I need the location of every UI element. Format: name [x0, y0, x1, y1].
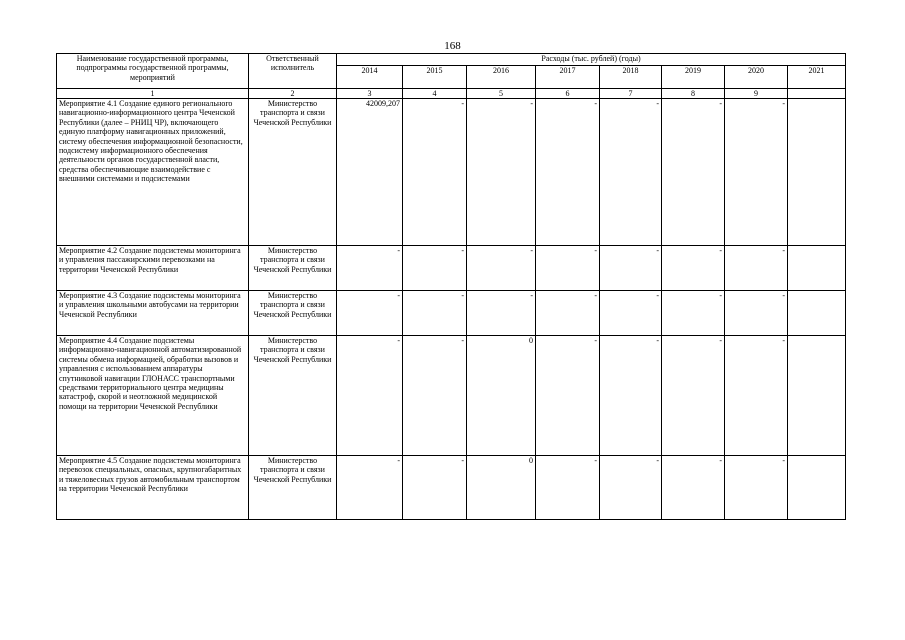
- expense-value: -: [600, 99, 662, 246]
- expense-value: -: [403, 99, 467, 246]
- expense-value: [788, 246, 846, 291]
- column-number: 8: [662, 89, 725, 99]
- expense-value: -: [600, 336, 662, 456]
- measure-name: Мероприятие 4.4 Создание подсистемы информационно-навигационной автоматизированной системы обмена информацией, обработки вызовов и управления с использованием аппаратуры спутниковой навигации ГЛОНАСС транспортными средствами территориального центра медицины катастроф, скорой и неотложной медицинской помощи на территории Чеченской Республики: [57, 336, 249, 456]
- expense-value: -: [403, 456, 467, 520]
- column-number: 7: [600, 89, 662, 99]
- expense-value: -: [662, 456, 725, 520]
- header-row-top: [57, 54, 846, 66]
- expense-value: [788, 456, 846, 520]
- column-number: [788, 89, 846, 99]
- measure-responsible: Министерство транспорта и связи Чеченской Республики: [249, 336, 337, 456]
- header-year: 2021: [788, 66, 846, 89]
- expense-value: [788, 336, 846, 456]
- expense-value: -: [403, 291, 467, 336]
- expense-value: -: [467, 291, 536, 336]
- expense-value: [788, 291, 846, 336]
- expense-value: -: [725, 336, 788, 456]
- expense-value: -: [600, 291, 662, 336]
- measure-responsible: Министерство транспорта и связи Чеченской Республики: [249, 456, 337, 520]
- column-number: 4: [403, 89, 467, 99]
- expense-value: 42009,207: [337, 99, 403, 246]
- column-number: 6: [536, 89, 600, 99]
- column-number: 2: [249, 89, 337, 99]
- expense-value: -: [536, 291, 600, 336]
- expense-value: -: [536, 456, 600, 520]
- expenses-table: [56, 53, 846, 520]
- measure-name: Мероприятие 4.1 Создание единого регионального навигационно-информационного центра Чеченской Республики (далее – РНИЦ ЧР), включающего единую платформу навигационных приложений, систему обеспечения информационной безопасности, подсистему информационного обеспечения деятельности органов государственной власти, средства обеспечивающие взаимодействие с внешними системами и подсистемами: [57, 99, 249, 246]
- expense-value: -: [662, 336, 725, 456]
- header-responsible: Ответственный исполнитель: [249, 54, 337, 89]
- expense-value: -: [536, 246, 600, 291]
- header-year: 2018: [600, 66, 662, 89]
- expense-value: -: [600, 456, 662, 520]
- header-year: 2014: [337, 66, 403, 89]
- expense-value: -: [725, 246, 788, 291]
- column-number: 9: [725, 89, 788, 99]
- column-number: 3: [337, 89, 403, 99]
- expense-value: -: [536, 336, 600, 456]
- expense-value: 0: [467, 456, 536, 520]
- expense-value: -: [600, 246, 662, 291]
- header-expenses: Расходы (тыс. рублей) (годы): [337, 54, 846, 66]
- header-year: 2015: [403, 66, 467, 89]
- measure-responsible: Министерство транспорта и связи Чеченской Республики: [249, 246, 337, 291]
- table-row: [57, 336, 846, 456]
- expense-value: -: [725, 291, 788, 336]
- expense-value: -: [403, 246, 467, 291]
- column-numbers-row: [57, 89, 846, 99]
- table-row: [57, 246, 846, 291]
- measure-name: Мероприятие 4.2 Создание подсистемы мониторинга и управления пассажирскими перевозками на территории Чеченской Республики: [57, 246, 249, 291]
- expense-value: [788, 99, 846, 246]
- measure-responsible: Министерство транспорта и связи Чеченской Республики: [249, 291, 337, 336]
- page-number: 168: [444, 40, 461, 52]
- header-year: 2020: [725, 66, 788, 89]
- header-year: 2017: [536, 66, 600, 89]
- header-year: 2019: [662, 66, 725, 89]
- expense-value: -: [725, 456, 788, 520]
- table-row: [57, 99, 846, 246]
- expense-value: -: [662, 246, 725, 291]
- expense-value: -: [337, 246, 403, 291]
- measure-name: Мероприятие 4.5 Создание подсистемы мониторинга перевозок специальных, опасных, крупногабаритных и тяжеловесных грузов автомобильным транспортом на территории Чеченской Республики: [57, 456, 249, 520]
- expense-value: 0: [467, 336, 536, 456]
- measure-responsible: Министерство транспорта и связи Чеченской Республики: [249, 99, 337, 246]
- expense-value: -: [337, 291, 403, 336]
- header-name: Наименование государственной программы, подпрограммы государственной программы, мероприятий: [57, 54, 249, 89]
- column-number: 5: [467, 89, 536, 99]
- expense-value: -: [467, 246, 536, 291]
- column-number: 1: [57, 89, 249, 99]
- expense-value: -: [467, 99, 536, 246]
- expense-value: -: [403, 336, 467, 456]
- expense-value: -: [725, 99, 788, 246]
- table-row: [57, 291, 846, 336]
- expense-value: -: [337, 456, 403, 520]
- header-year: 2016: [467, 66, 536, 89]
- measure-name: Мероприятие 4.3 Создание подсистемы мониторинга и управления школьными автобусами на территории Чеченской Республики: [57, 291, 249, 336]
- expense-value: -: [337, 336, 403, 456]
- expense-value: -: [536, 99, 600, 246]
- expense-value: -: [662, 291, 725, 336]
- expense-value: -: [662, 99, 725, 246]
- table-row: [57, 456, 846, 520]
